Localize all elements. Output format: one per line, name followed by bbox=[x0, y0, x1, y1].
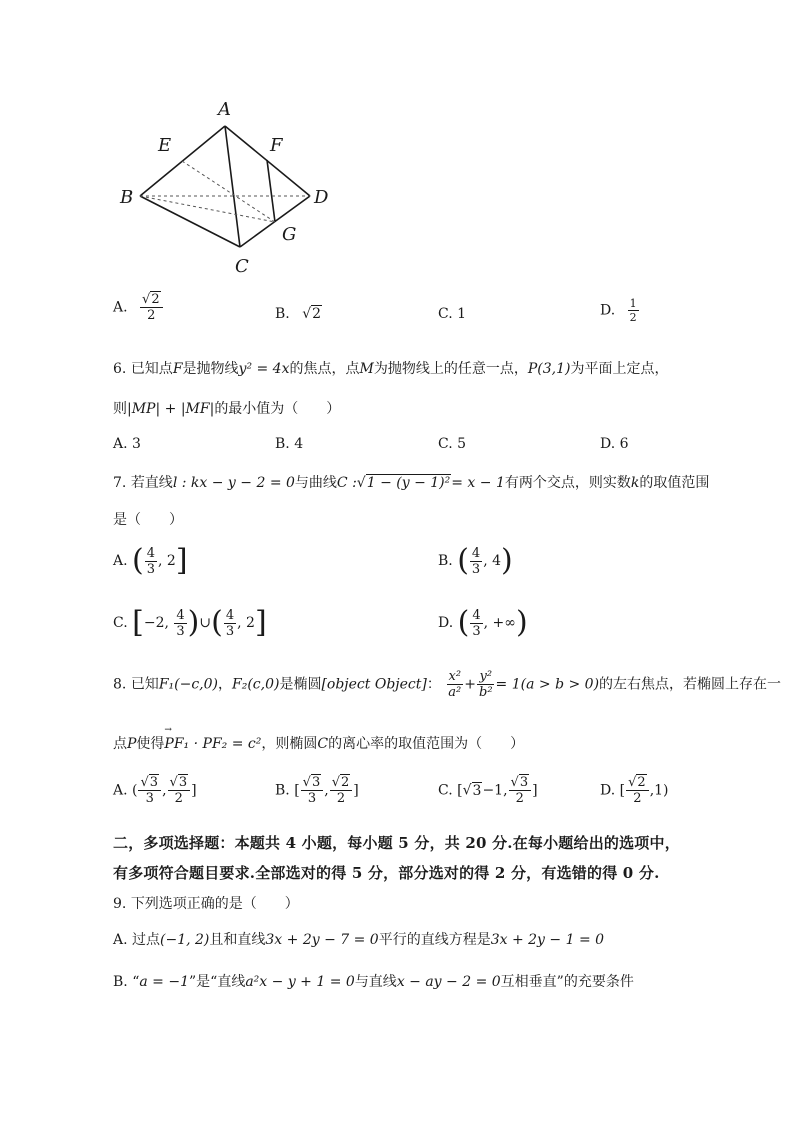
ellipse-x-term: $\frac{\text{x²}}{\text{a²}}$ bbox=[448, 669, 462, 700]
curve-rhs: = x − 1 bbox=[451, 475, 505, 491]
q7-option-c[interactable]: C. [−2, $\frac{4}{3}$ )∪( $\frac{4}{3}$ , 2] bbox=[113, 605, 267, 640]
text: 的最小值为（ ） bbox=[214, 401, 341, 417]
var-k: k bbox=[630, 475, 640, 491]
edge-BC bbox=[140, 196, 240, 247]
var-P: P bbox=[127, 736, 137, 752]
point-P: P(3,1) bbox=[527, 361, 571, 377]
text: 的焦点，点 bbox=[289, 361, 360, 377]
text: 为平面上定点， bbox=[570, 361, 669, 377]
option-letter: A. bbox=[113, 782, 128, 799]
q6-option-b[interactable]: B. 4 bbox=[275, 436, 304, 452]
line-equation: 3x + 2y − 1 = 0 bbox=[490, 932, 605, 948]
q7-option-b[interactable]: B. ( $\frac{4}{3}$ , 4) bbox=[438, 543, 513, 578]
q8-option-b[interactable]: B. [ $\frac{√3}{3}$ , $\frac{√2}{2}$ ] bbox=[275, 775, 359, 806]
equation: y² = 4x bbox=[238, 361, 290, 377]
focus-F1: F₁(−c,0) bbox=[158, 676, 218, 693]
q7-option-d[interactable]: D. ( $\frac{4}{3}$ , +∞) bbox=[438, 605, 528, 640]
dashed-BG bbox=[140, 196, 275, 222]
option-letter: C. bbox=[438, 782, 453, 799]
option-letter: A. bbox=[113, 932, 128, 948]
text: 有两个交点，则实数 bbox=[504, 475, 631, 491]
q7-stem-line2 bbox=[113, 509, 183, 529]
fraction: $\frac{√2}{2}$ bbox=[140, 293, 163, 322]
tetrahedron-diagram bbox=[110, 95, 350, 280]
geometry-figure bbox=[110, 95, 350, 280]
option-letter: A. bbox=[113, 553, 128, 569]
ellipse-y-term: $\frac{\text{y²}}{\text{b²}}$ bbox=[479, 669, 493, 700]
text: 的取值范围 bbox=[639, 475, 710, 491]
q8-stem-line1: 8. 已知F₁(−c,0)，F₂(c,0)是椭圆[object Object]： $\frac{\text{x²}}{\text{a²}}$ + $\frac{\text{y²}}{\text{b²}}$ = 1(a > b > 0)的左右焦点，若椭圆上存在一 bbox=[113, 669, 782, 700]
q7-option-a[interactable]: A. ( $\frac{4}{3}$ , 2] bbox=[113, 543, 188, 578]
q9-stem bbox=[113, 893, 299, 913]
option-letter: D. bbox=[600, 782, 616, 799]
label-F: F bbox=[270, 135, 283, 156]
option-letter: B. bbox=[113, 974, 128, 990]
option-letter: D. bbox=[600, 302, 616, 319]
fraction: $\frac{1}{2}$ bbox=[629, 297, 637, 324]
curve-label: C : bbox=[336, 475, 357, 491]
text: 与曲线 bbox=[294, 475, 337, 491]
text: 是抛物线 bbox=[182, 361, 239, 377]
label-C: C bbox=[235, 256, 249, 277]
q8-option-c[interactable]: C. [√3−1, $\frac{√3}{2}$ ] bbox=[438, 775, 538, 806]
section-heading-line1: 二，多项选择题：本题共 4 小题，每小题 5 分，共 20 分.在每小题给出的选项中， bbox=[113, 834, 680, 852]
point: (−1, 2) bbox=[160, 932, 210, 948]
option-letter: B. bbox=[438, 553, 453, 569]
q9-option-a[interactable]: A. 过点(−1, 2)且和直线3x + 2y − 7 = 0平行的直线方程是3x + 2y − 1 = 0 bbox=[113, 932, 605, 948]
option-text: 1 bbox=[457, 306, 467, 322]
text: 若直线 bbox=[130, 475, 173, 491]
label-A: A bbox=[218, 99, 231, 120]
question-number: 7. bbox=[113, 475, 127, 491]
q8-option-d[interactable]: D. [ $\frac{√2}{2}$ ,1) bbox=[600, 775, 669, 806]
question-number: 6. bbox=[113, 361, 127, 377]
expression: |MP| + |MF| bbox=[127, 401, 215, 417]
text: 是椭圆 bbox=[279, 676, 322, 693]
text: 已知 bbox=[130, 676, 159, 693]
q5-option-c[interactable] bbox=[438, 306, 466, 322]
radicand: 1 − (y − 1)² bbox=[366, 475, 451, 491]
q7-stem-line1: 7. 若直线l : kx − y − 2 = 0与曲线C :√1 − (y − 1)²= x − 1有两个交点，则实数k的取值范围 bbox=[113, 475, 710, 491]
ellipse-label: [object Object] bbox=[321, 676, 427, 693]
option-letter: B. bbox=[275, 306, 290, 322]
q5-option-a[interactable] bbox=[113, 293, 164, 322]
label-B: B bbox=[120, 187, 134, 208]
q8-stem-line2: 点P使得→ PF₁ · PF₂ = c²，则椭圆C的离心率的取值范围为（ ） bbox=[113, 733, 524, 753]
label-G: G bbox=[282, 224, 297, 245]
q5-option-b[interactable]: B. √2 bbox=[275, 306, 322, 322]
focus-F2: F₂(c,0) bbox=[232, 676, 280, 693]
q6-option-c[interactable]: C. 5 bbox=[438, 436, 467, 452]
q8-option-a[interactable]: A. ( $\frac{√3}{3}$ , $\frac{√3}{2}$ ] bbox=[113, 775, 197, 806]
question-number: 9. bbox=[113, 896, 127, 912]
q6-option-a[interactable]: A. 3 bbox=[113, 436, 141, 452]
dot-product: → PF₁ · PF₂ = c² bbox=[164, 736, 261, 752]
text: 的左右焦点，若椭圆上存在一 bbox=[599, 676, 782, 693]
q6-option-d[interactable]: D. 6 bbox=[600, 436, 629, 452]
condition: a = −1 bbox=[139, 974, 189, 990]
q6-stem-line2 bbox=[113, 398, 340, 418]
line-equation: a²x − y + 1 = 0 bbox=[245, 974, 355, 990]
option-letter: C. bbox=[438, 306, 453, 322]
option-letter: B. bbox=[275, 782, 290, 799]
ellipse-rhs: = 1(a > b > 0) bbox=[495, 676, 600, 693]
line-l: l : kx − y − 2 = 0 bbox=[172, 475, 295, 491]
q6-stem-line1 bbox=[113, 358, 668, 378]
section-heading-line2: 有多项符合题目要求.全部选对的得 5 分，部分选对的得 2 分，有选错的得 0 分. bbox=[113, 864, 660, 882]
question-number: 8. bbox=[113, 676, 127, 693]
text: 则 bbox=[113, 401, 127, 417]
label-D: D bbox=[314, 187, 329, 208]
text: 已知点 bbox=[130, 361, 173, 377]
q5-option-d[interactable] bbox=[600, 298, 640, 323]
text: 下列选项正确的是（ ） bbox=[130, 896, 299, 912]
text: 是（ ） bbox=[113, 512, 183, 528]
q9-option-b[interactable]: B. “a = −1”是“直线a²x − y + 1 = 0与直线x − ay − 2 = 0互相垂直”的充要条件 bbox=[113, 974, 634, 990]
text: 为抛物线上的任意一点， bbox=[373, 361, 528, 377]
segment-FG bbox=[267, 160, 275, 222]
line-equation: x − ay − 2 = 0 bbox=[396, 974, 501, 990]
radical: 2 bbox=[312, 306, 322, 322]
var-M: M bbox=[359, 361, 374, 377]
option-letter: C. bbox=[113, 615, 128, 631]
var-F: F bbox=[172, 361, 183, 377]
line-equation: 3x + 2y − 7 = 0 bbox=[265, 932, 379, 948]
option-letter: D. bbox=[438, 615, 454, 631]
edge-AC bbox=[225, 126, 240, 247]
option-letter: A. bbox=[113, 299, 128, 316]
label-E: E bbox=[158, 135, 172, 156]
